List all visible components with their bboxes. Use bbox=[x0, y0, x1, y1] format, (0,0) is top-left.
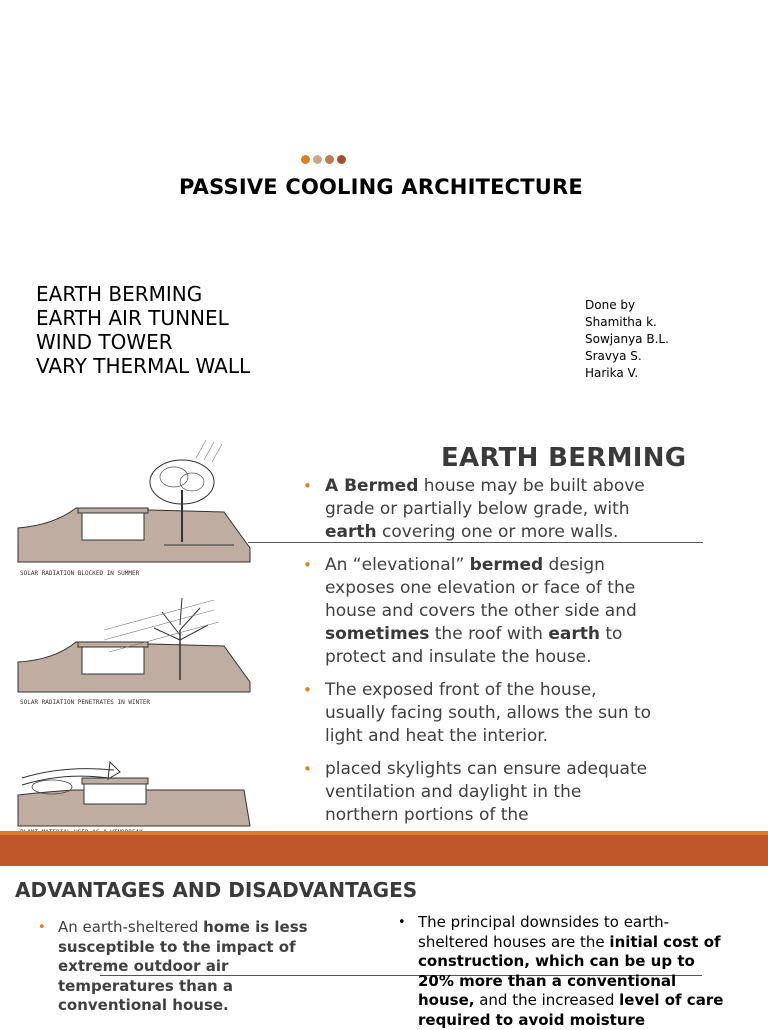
bold-text: level of care required to avoid moisture bbox=[418, 991, 724, 1029]
topic-item: EARTH AIR TUNNEL bbox=[36, 306, 229, 330]
bullet-icon: • bbox=[303, 760, 312, 778]
section-title: ADVANTAGES AND DISADVANTAGES bbox=[15, 878, 418, 902]
author-name: Sowjanya B.L. bbox=[585, 332, 669, 346]
bold-text: home is less susceptible to the impact of extreme outdoor air temperatures than a conventional house. bbox=[58, 918, 308, 1014]
sketch-summer bbox=[18, 440, 250, 577]
topic-item: VARY THERMAL WALL bbox=[36, 354, 251, 378]
list-item bbox=[303, 758, 653, 827]
text: house may be built above grade or partially below grade, with bbox=[325, 476, 645, 519]
credits-label: Done by bbox=[585, 298, 636, 312]
footer-band-highlight bbox=[0, 831, 768, 835]
text: the roof with bbox=[429, 624, 549, 644]
author-name: Harika V. bbox=[585, 366, 639, 380]
text: design exposes one elevation or face of the house and covers the other side and bbox=[325, 555, 637, 621]
author-name: Sravya S. bbox=[585, 349, 642, 363]
bold-text: bermed bbox=[469, 555, 544, 575]
disadvantages-list bbox=[398, 913, 728, 1030]
text: placed skylights can ensure adequate ventilation and daylight in the northern portions of the bbox=[325, 759, 648, 825]
bold-text: A Bermed bbox=[325, 476, 419, 496]
main-title: PASSIVE COOLING ARCHITECTURE bbox=[179, 175, 583, 199]
sketch-caption: SOLAR RADIATION PENETRATES IN WINTER bbox=[20, 699, 151, 706]
bold-text: initial cost of construction, which can be up to 20% more than a conventional house, bbox=[418, 932, 721, 1009]
text: The principal downsides to earth-sheltered houses are the bbox=[418, 913, 670, 951]
list-item bbox=[303, 554, 653, 669]
sketch-caption: SOLAR RADIATION BLOCKED IN SUMMER bbox=[20, 570, 140, 577]
text: covering one or more walls. bbox=[376, 522, 619, 542]
list-item bbox=[303, 679, 653, 748]
bold-text: sometimes bbox=[325, 624, 430, 644]
footer-band bbox=[0, 831, 768, 866]
list-item bbox=[303, 475, 653, 544]
text: The exposed front of the house, usually facing south, allows the sun to light and heat the interior. bbox=[325, 680, 652, 746]
bullet-icon: • bbox=[398, 915, 406, 930]
bold-text: earth bbox=[548, 624, 600, 644]
list-item bbox=[398, 913, 728, 1030]
bullet-icon: • bbox=[303, 477, 312, 495]
advantages-list bbox=[38, 918, 338, 1016]
bullet-list bbox=[303, 475, 653, 832]
bullet-icon: • bbox=[38, 920, 46, 935]
author-name: Shamitha k. bbox=[585, 315, 657, 329]
topic-item: WIND TOWER bbox=[36, 330, 173, 354]
section-title: EARTH BERMING bbox=[441, 443, 687, 473]
bullet-icon: • bbox=[303, 556, 312, 574]
berm-sketches-illustration bbox=[14, 430, 258, 832]
bold-text: earth bbox=[325, 522, 377, 542]
sketch-windbreak bbox=[18, 762, 250, 832]
text: and the increased bbox=[474, 991, 620, 1009]
list-item bbox=[38, 918, 338, 1016]
bullet-icon: • bbox=[303, 681, 312, 699]
text: to protect and insulate the house. bbox=[325, 624, 623, 667]
text: An earth-sheltered bbox=[58, 918, 204, 936]
topic-item: EARTH BERMING bbox=[36, 282, 203, 306]
text: An “elevational” bbox=[325, 555, 470, 575]
sketch-winter bbox=[18, 598, 250, 706]
